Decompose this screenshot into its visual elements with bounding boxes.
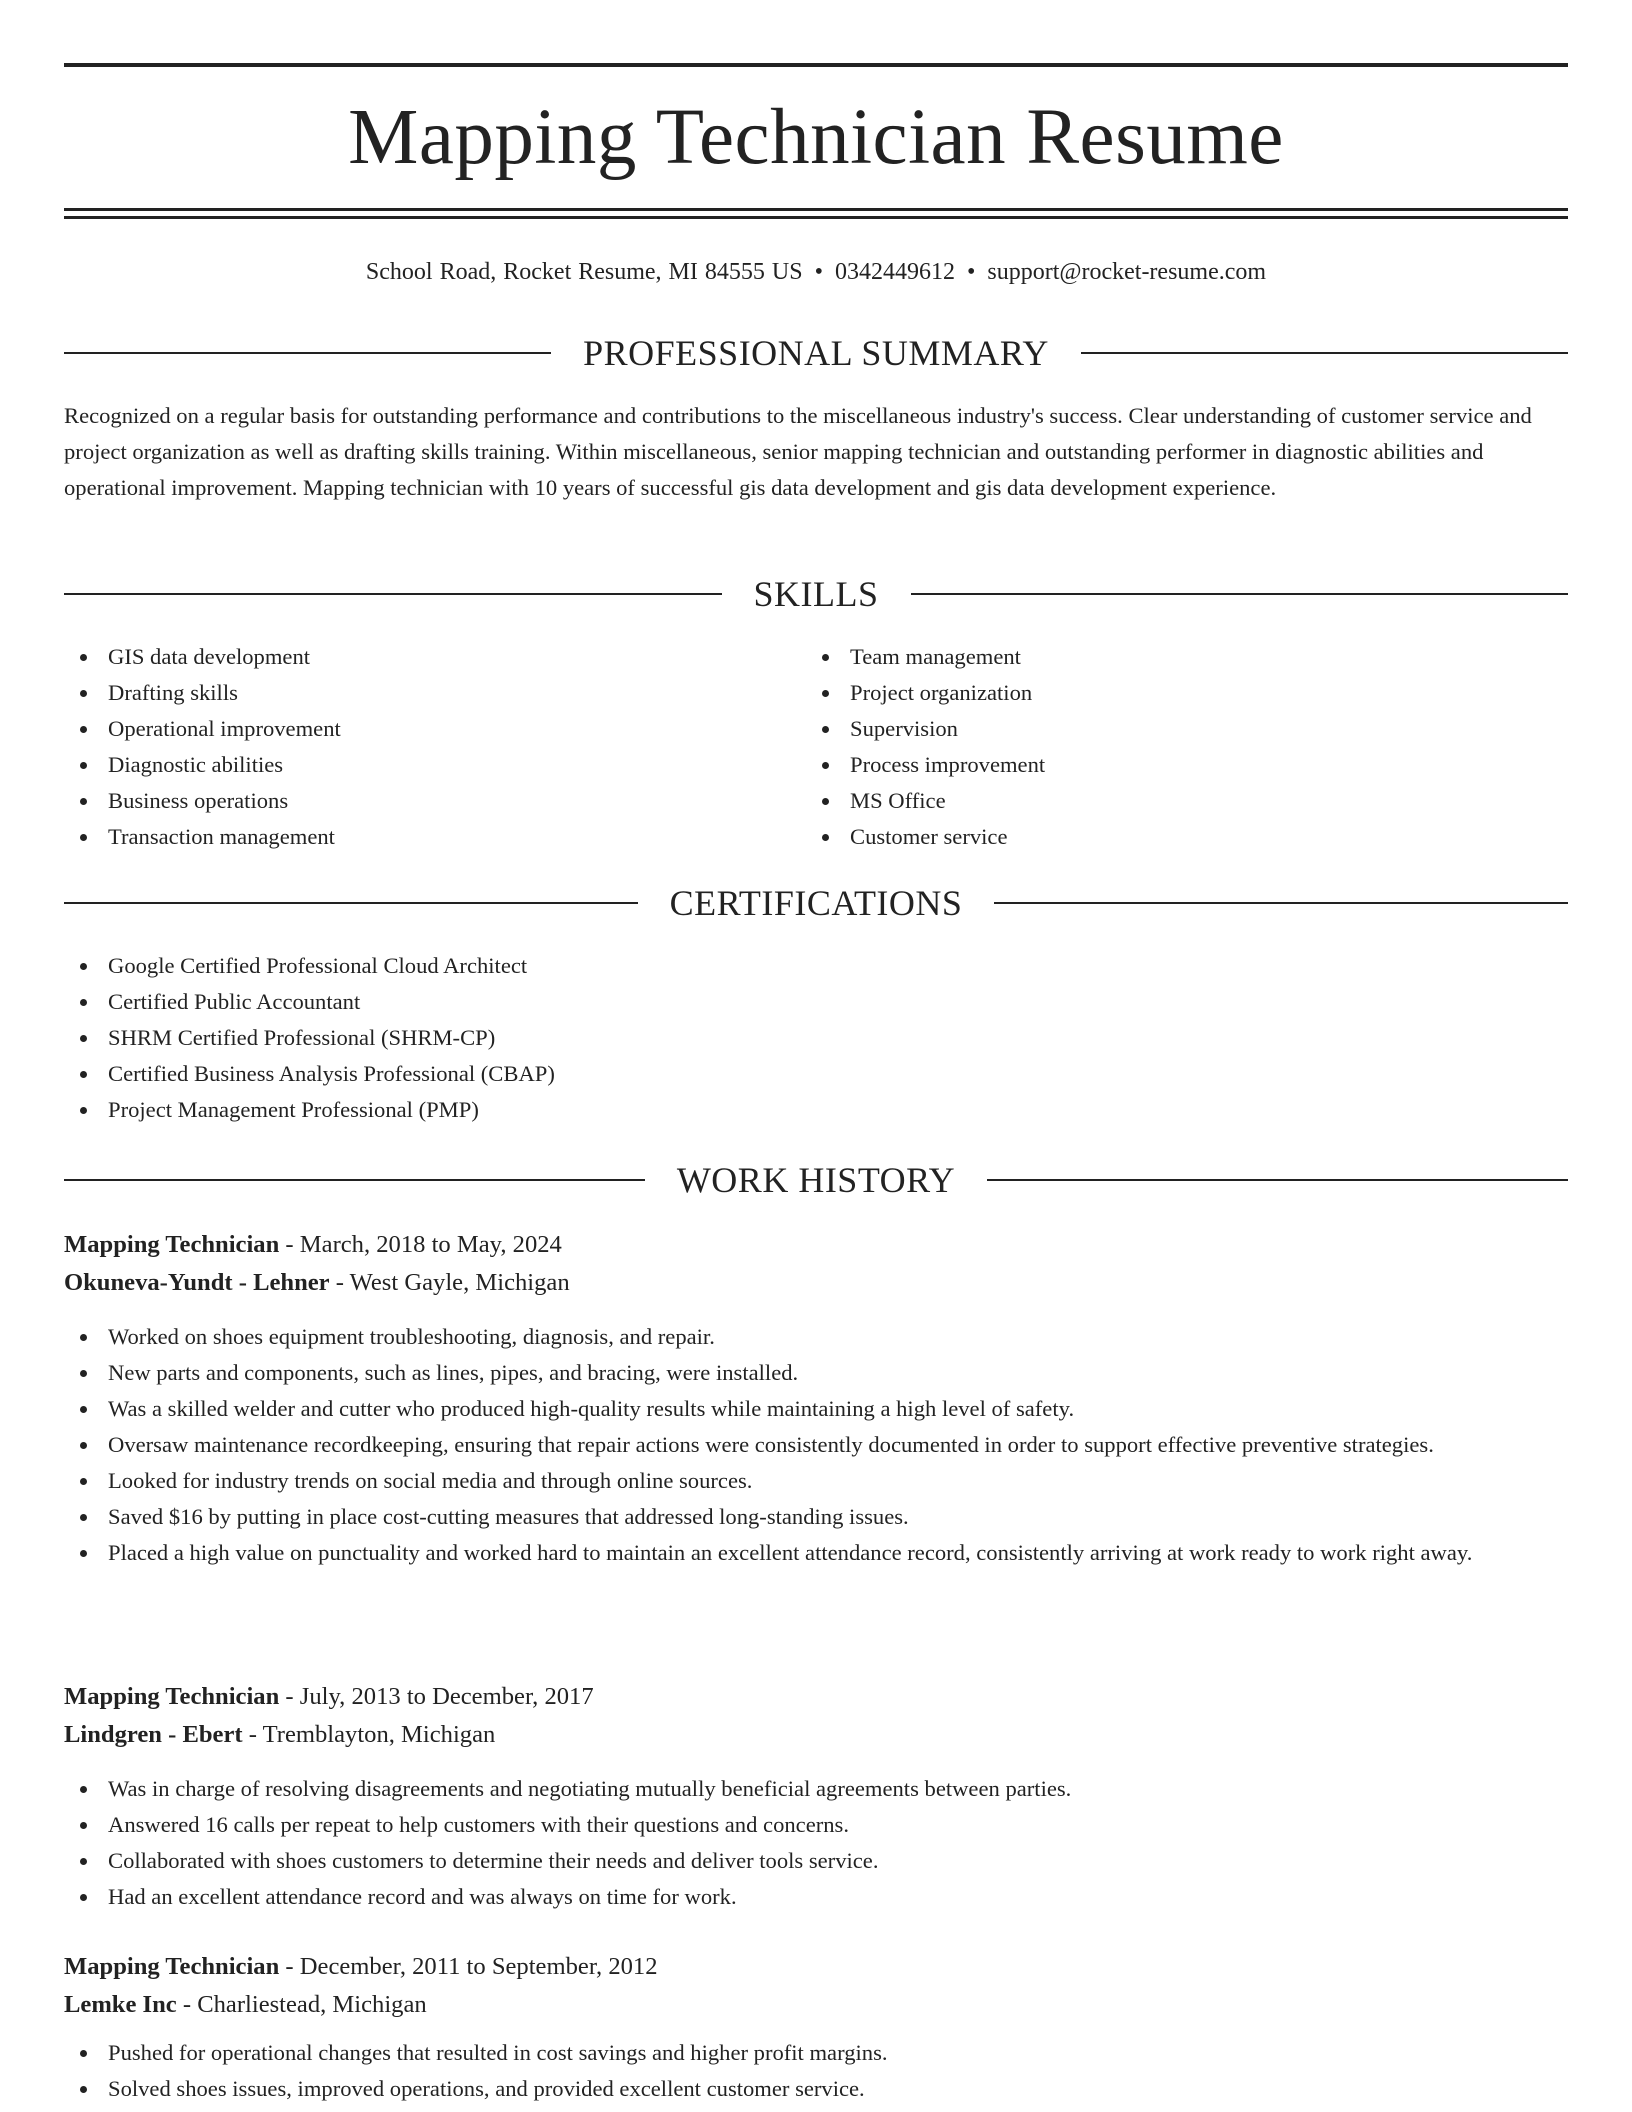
skills-list-right bbox=[806, 639, 1506, 855]
skill-item: MS Office bbox=[806, 783, 1506, 819]
job-title-line: Mapping Technician - December, 2011 to September, 2012 bbox=[64, 1953, 658, 1980]
divider-line bbox=[987, 1179, 1568, 1181]
job-bullet: Solved shoes issues, improved operations, and provided excellent customer service. bbox=[64, 2071, 1568, 2107]
job-bullet: Looked for industry trends on social media and through online sources. bbox=[64, 1463, 1568, 1499]
contact-email: support@rocket-resume.com bbox=[987, 259, 1267, 285]
job-title: Mapping Technician bbox=[64, 1231, 280, 1258]
job-bullet: Was a skilled welder and cutter who produced high-quality results while maintaining a high level of safety. bbox=[64, 1391, 1568, 1427]
job-bullet: Pushed for operational changes that resulted in cost savings and higher profit margins. bbox=[64, 2035, 1568, 2071]
divider-line bbox=[994, 902, 1568, 904]
job-title: Mapping Technician bbox=[64, 1683, 280, 1710]
job-title-line: Mapping Technician - March, 2018 to May, 2024 bbox=[64, 1231, 562, 1258]
job-company: Lemke Inc bbox=[64, 1991, 177, 2018]
job-location: Charliestead, Michigan bbox=[197, 1991, 427, 2018]
certification-item: SHRM Certified Professional (SHRM-CP) bbox=[64, 1020, 1568, 1056]
skill-item: Team management bbox=[806, 639, 1506, 675]
job-dates: March, 2018 to May, 2024 bbox=[299, 1231, 562, 1258]
skills-section-header bbox=[64, 572, 1568, 616]
divider-line bbox=[64, 352, 551, 354]
job-company-line: Okuneva-Yundt - Lehner - West Gayle, Michigan bbox=[64, 1269, 570, 1296]
job-bullet: Worked on shoes equipment troubleshooting, diagnosis, and repair. bbox=[64, 1319, 1568, 1355]
job-company: Lindgren - Ebert bbox=[64, 1721, 243, 1748]
contact-separator: • bbox=[966, 259, 976, 285]
job-bullets bbox=[64, 1771, 1568, 1915]
job-location: West Gayle, Michigan bbox=[349, 1269, 570, 1296]
certifications-section-header bbox=[64, 881, 1568, 925]
skill-item: Business operations bbox=[64, 783, 764, 819]
summary-section-header bbox=[64, 331, 1568, 375]
skill-item: Customer service bbox=[806, 819, 1506, 855]
divider-line bbox=[64, 593, 722, 595]
job-bullet: Saved $16 by putting in place cost-cutting measures that addressed long-standing issues. bbox=[64, 1499, 1568, 1535]
divider-line bbox=[911, 593, 1569, 595]
certification-item: Google Certified Professional Cloud Architect bbox=[64, 948, 1568, 984]
divider-line bbox=[64, 1179, 645, 1181]
certification-item: Project Management Professional (PMP) bbox=[64, 1092, 1568, 1128]
job-bullet: New parts and components, such as lines, pipes, and bracing, were installed. bbox=[64, 1355, 1568, 1391]
resume-title: Mapping Technician Resume bbox=[348, 94, 1284, 181]
skill-item: Process improvement bbox=[806, 747, 1506, 783]
summary-text: Recognized on a regular basis for outstanding performance and contributions to the miscellaneous industry's success. Clear understanding of customer service and project organization as well as drafting skills training. Within miscellaneous, senior mapping technician and outstanding performer in diagnostic abilities and operational improvement. Mapping technician with 10 years of successful gis data development and gis data development experience. bbox=[64, 403, 1532, 500]
job-bullet: Was in charge of resolving disagreements and negotiating mutually beneficial agreements between parties. bbox=[64, 1771, 1568, 1807]
certifications-heading: CERTIFICATIONS bbox=[669, 883, 963, 923]
work-heading: WORK HISTORY bbox=[676, 1160, 956, 1200]
job-company-line: Lindgren - Ebert - Tremblayton, Michigan bbox=[64, 1721, 496, 1748]
job-bullet: Answered 16 calls per repeat to help customers with their questions and concerns. bbox=[64, 1807, 1568, 1843]
job-bullet: Had an excellent attendance record and was always on time for work. bbox=[64, 1879, 1568, 1915]
job-company-line: Lemke Inc - Charliestead, Michigan bbox=[64, 1991, 427, 2018]
skill-item: Drafting skills bbox=[64, 675, 764, 711]
job-location: Tremblayton, Michigan bbox=[262, 1721, 496, 1748]
job-entry bbox=[64, 1948, 1568, 2107]
work-section-header bbox=[64, 1158, 1568, 1202]
skill-item: Project organization bbox=[806, 675, 1506, 711]
job-bullet: Placed a high value on punctuality and worked hard to maintain an excellent attendance record, consistently arriving at work ready to work right away. bbox=[64, 1535, 1568, 1571]
certification-item: Certified Business Analysis Professional (CBAP) bbox=[64, 1056, 1568, 1092]
title-rule-lower bbox=[64, 216, 1568, 219]
skills-heading: SKILLS bbox=[753, 574, 879, 614]
job-bullets bbox=[64, 2035, 1568, 2107]
certifications-list bbox=[64, 948, 1568, 1128]
divider-line bbox=[1081, 352, 1568, 354]
job-entry bbox=[64, 1678, 1568, 1915]
contact-phone: 0342449612 bbox=[834, 259, 955, 285]
job-bullet: Oversaw maintenance recordkeeping, ensuring that repair actions were consistently documented in order to support effective preventive strategies. bbox=[64, 1427, 1568, 1463]
contact-separator: • bbox=[814, 259, 823, 285]
job-dates: December, 2011 to September, 2012 bbox=[299, 1953, 658, 1980]
job-bullets bbox=[64, 1319, 1568, 1571]
top-rule bbox=[64, 63, 1568, 67]
job-title-line: Mapping Technician - July, 2013 to December, 2017 bbox=[64, 1683, 594, 1710]
skill-item: Operational improvement bbox=[64, 711, 764, 747]
skill-item: Supervision bbox=[806, 711, 1506, 747]
job-entry bbox=[64, 1226, 1568, 1571]
contact-address: School Road, Rocket Resume, MI 84555 US bbox=[365, 259, 803, 285]
certification-item: Certified Public Accountant bbox=[64, 984, 1568, 1020]
skill-item: Transaction management bbox=[64, 819, 764, 855]
title-rule-upper bbox=[64, 208, 1568, 211]
job-bullet: Collaborated with shoes customers to determine their needs and deliver tools service. bbox=[64, 1843, 1568, 1879]
skills-list-left bbox=[64, 639, 764, 855]
skill-item: GIS data development bbox=[64, 639, 764, 675]
contact-line bbox=[64, 252, 1568, 292]
job-dates: July, 2013 to December, 2017 bbox=[299, 1683, 594, 1710]
divider-line bbox=[64, 902, 638, 904]
job-title: Mapping Technician bbox=[64, 1953, 280, 1980]
skill-item: Diagnostic abilities bbox=[64, 747, 764, 783]
job-company: Okuneva-Yundt - Lehner bbox=[64, 1269, 330, 1296]
summary-heading: PROFESSIONAL SUMMARY bbox=[583, 333, 1049, 373]
